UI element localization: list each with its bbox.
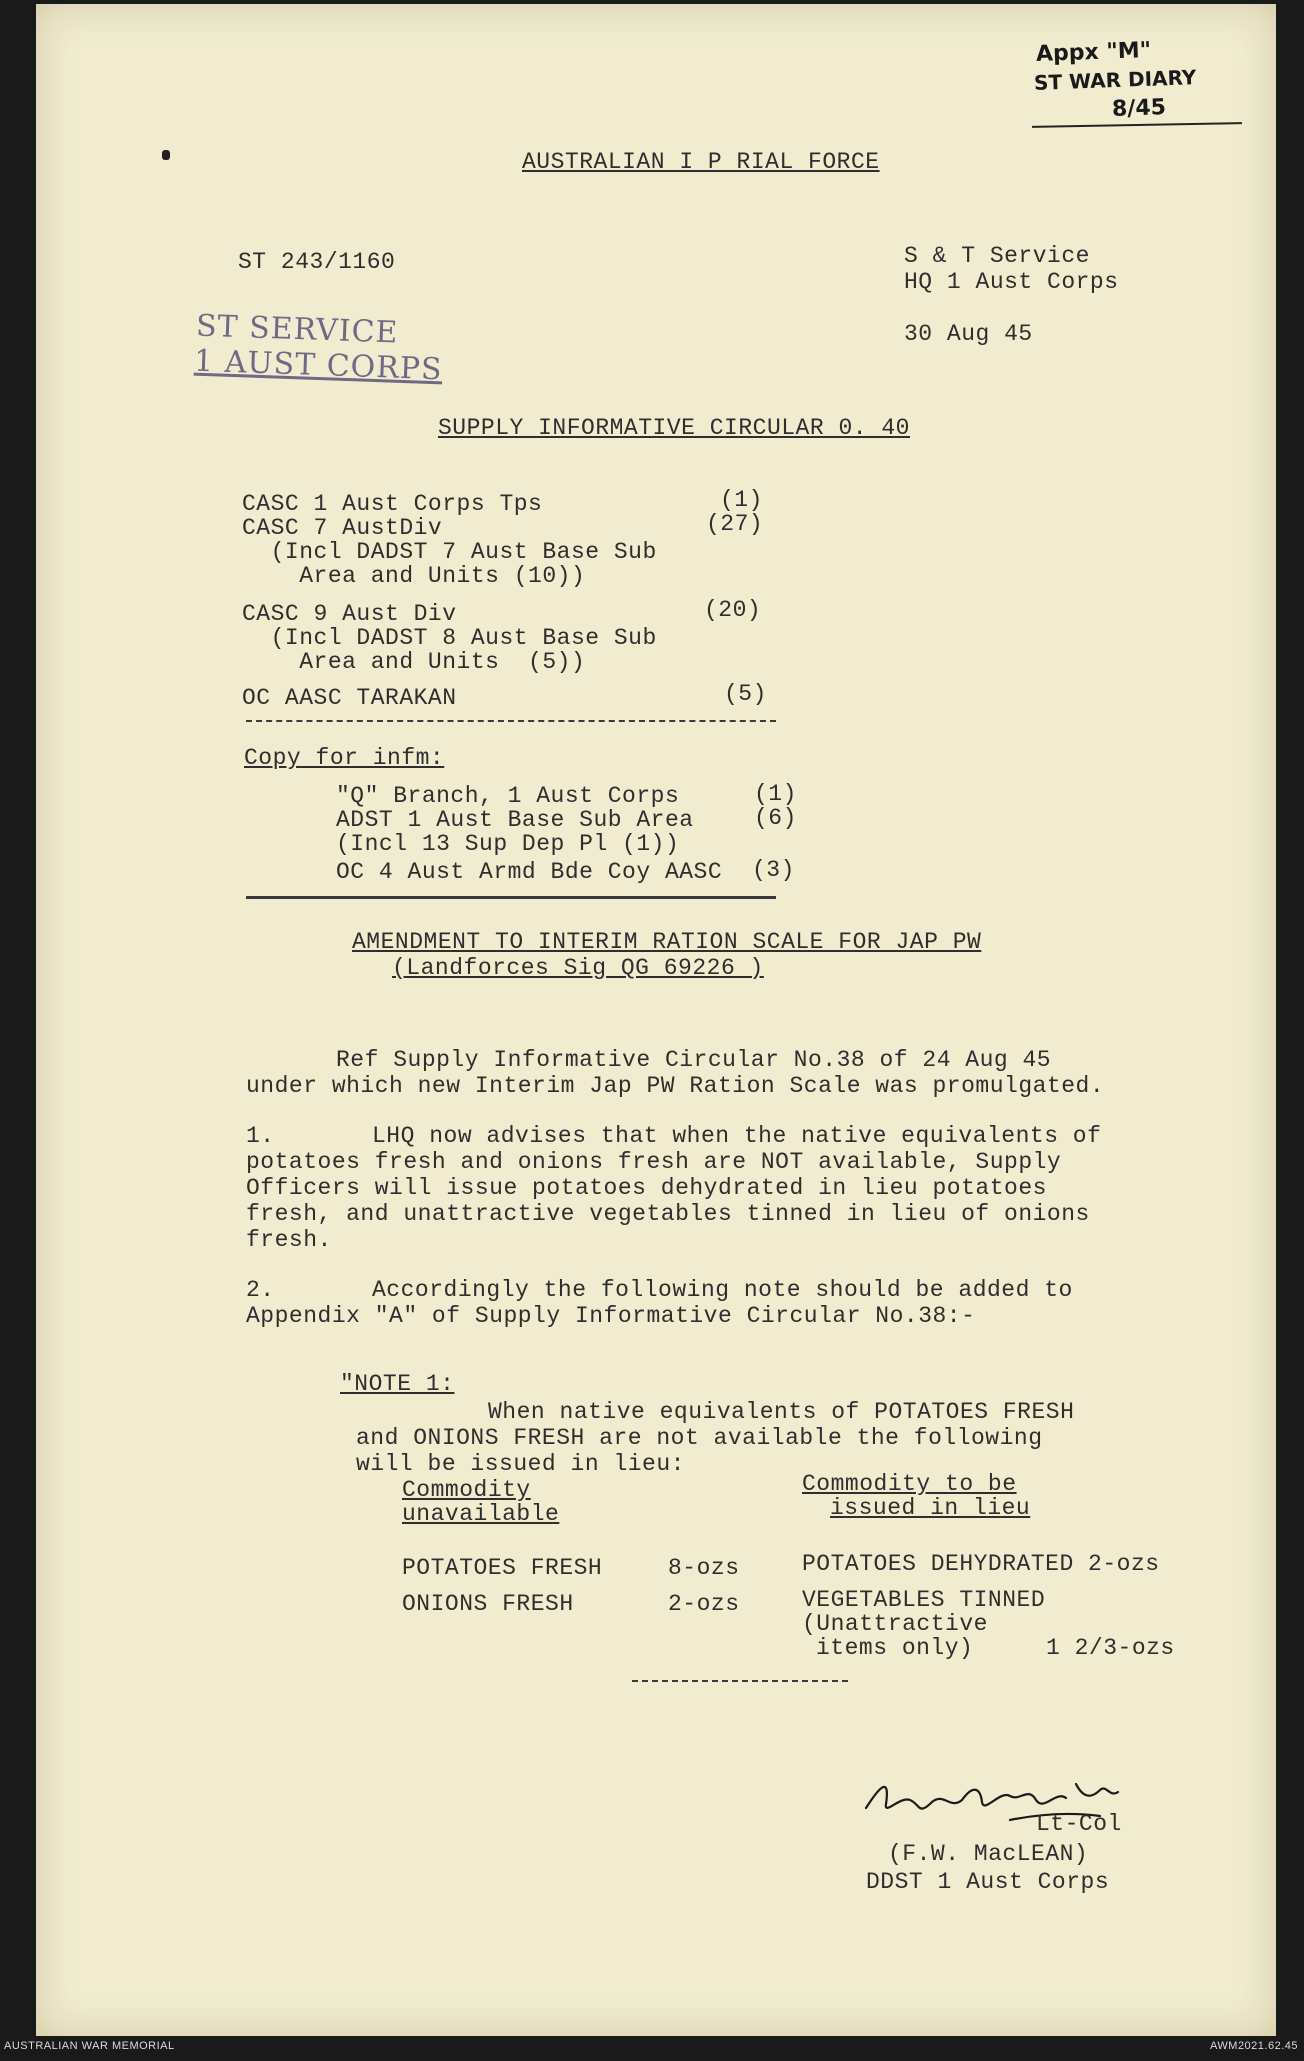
document-date: 30 Aug 45	[904, 321, 1033, 347]
handwritten-appx: Appx "M"	[1035, 37, 1152, 68]
dist-count: (1)	[720, 487, 763, 513]
footer-institution: AUSTRALIAN WAR MEMORIAL	[4, 2040, 175, 2052]
punch-mark	[162, 150, 170, 160]
copy-item: ADST 1 Aust Base Sub Area	[336, 807, 694, 833]
circular-title: SUPPLY INFORMATIVE CIRCULAR 0. 40	[438, 415, 910, 441]
note-line2: and ONIONS FRESH are not available the following	[356, 1425, 1043, 1451]
stamp-line1: ST SERVICE	[195, 308, 400, 351]
signature-name: (F.W. MacLEAN)	[888, 1841, 1089, 1867]
para2-line1: Accordingly the following note should be added to	[372, 1277, 1073, 1303]
end-dashes	[632, 1680, 848, 1682]
para2-line2: Appendix "A" of Supply Informative Circular No.38:-	[246, 1303, 976, 1329]
letterhead: AUSTRALIAN I P RIAL FORCE	[522, 149, 880, 175]
stamp-line2: 1 AUST CORPS	[193, 343, 444, 388]
table-row-substitute: VEGETABLES TINNED	[802, 1587, 1046, 1613]
copy-heading: Copy for infm:	[244, 745, 445, 771]
copy-item: (Incl 13 Sup Dep Pl (1))	[336, 831, 680, 857]
copy-item: OC 4 Aust Armd Bde Coy AASC	[336, 859, 723, 885]
table-row-item: ONIONS FRESH	[402, 1591, 574, 1617]
subject-line2: (Landforces Sig QG 69226 )	[392, 955, 764, 981]
intro-line2: under which new Interim Jap PW Ration Scale was promulgated.	[246, 1073, 1105, 1099]
intro-line1: Ref Supply Informative Circular No.38 of 24 Aug 45	[336, 1047, 1052, 1073]
table-row-substitute: POTATOES DEHYDRATED 2-ozs	[802, 1551, 1160, 1577]
table-row-qty: 8-ozs	[668, 1555, 740, 1581]
dist-item: (Incl DADST 7 Aust Base Sub	[242, 539, 657, 565]
para1-line3: Officers will issue potatoes dehydrated in lieu potatoes	[246, 1175, 1047, 1201]
document-page	[36, 4, 1276, 2036]
sender-line1: S & T Service	[904, 243, 1090, 269]
para1-line2: potatoes fresh and onions fresh are NOT available, Supply	[246, 1149, 1062, 1175]
table-row-item: POTATOES FRESH	[402, 1555, 603, 1581]
note-line3: will be issued in lieu:	[356, 1451, 685, 1477]
handwritten-date: 8/45	[1111, 95, 1167, 122]
separator-line	[246, 896, 776, 899]
dist-count: (20)	[704, 597, 762, 623]
table-col2-header1: Commodity to be	[802, 1471, 1017, 1497]
table-col2-header2: issued in lieu	[830, 1495, 1031, 1521]
table-col1-header2: unavailable	[402, 1501, 560, 1527]
para2-number: 2.	[246, 1277, 275, 1303]
signature-title: DDST 1 Aust Corps	[866, 1869, 1110, 1895]
note-line1: When native equivalents of POTATOES FRESH	[488, 1399, 1075, 1425]
dist-item: CASC 9 Aust Div	[242, 601, 457, 627]
copy-count: (3)	[752, 857, 795, 883]
para1-line1: LHQ now advises that when the native equivalents of	[372, 1123, 1102, 1149]
dist-item: Area and Units (10))	[242, 563, 586, 589]
reference-number: ST 243/1160	[238, 249, 396, 275]
table-row-substitute-note1: (Unattractive	[802, 1611, 988, 1637]
footer-accession: AWM2021.62.45	[1209, 2040, 1298, 2052]
note-heading: "NOTE 1:	[340, 1371, 455, 1397]
copy-item: "Q" Branch, 1 Aust Corps	[336, 783, 680, 809]
dist-item: CASC 7 AustDiv	[242, 515, 443, 541]
dist-item: CASC 1 Aust Corps Tps	[242, 491, 543, 517]
handwritten-underline	[1032, 122, 1242, 128]
separator-dashes	[246, 720, 776, 722]
subject-line1: AMENDMENT TO INTERIM RATION SCALE FOR JAP PW	[352, 929, 982, 955]
dist-item: OC AASC TARAKAN	[242, 685, 457, 711]
dist-item: Area and Units (5))	[242, 649, 586, 675]
table-row-qty: 2-ozs	[668, 1591, 740, 1617]
table-row-substitute-note2: items only)	[816, 1635, 974, 1661]
dist-count: (27)	[706, 511, 764, 537]
dist-item: (Incl DADST 8 Aust Base Sub	[242, 625, 657, 651]
sender-line2: HQ 1 Aust Corps	[904, 269, 1119, 295]
para1-number: 1.	[246, 1123, 275, 1149]
signature-rank: Lt-Col	[1036, 1811, 1122, 1837]
para1-line4: fresh, and unattractive vegetables tinned in lieu of onions	[246, 1201, 1090, 1227]
copy-count: (1)	[754, 781, 797, 807]
copy-count: (6)	[754, 805, 797, 831]
para1-line5: fresh.	[246, 1227, 332, 1253]
table-row-substitute-qty: 1 2/3-ozs	[1046, 1635, 1175, 1661]
handwritten-war-diary: ST WAR DIARY	[1033, 65, 1197, 95]
dist-count: (5)	[724, 681, 767, 707]
table-col1-header1: Commodity	[402, 1477, 531, 1503]
